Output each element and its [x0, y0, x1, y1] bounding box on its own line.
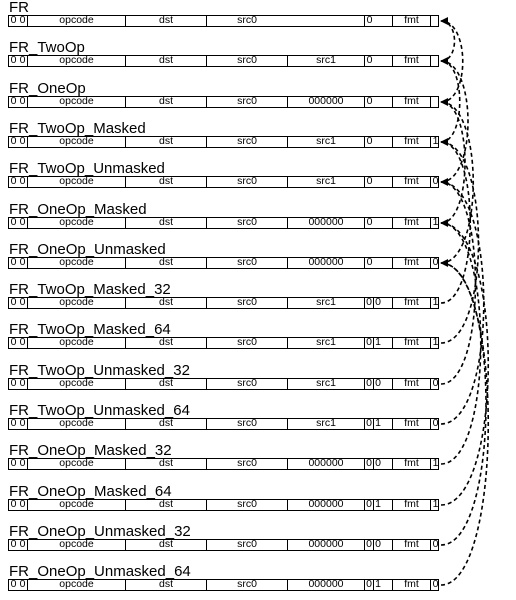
bit-field: 0: [10, 218, 17, 228]
bit-field: 0: [19, 56, 26, 66]
size-bit-field: 0: [364, 540, 373, 550]
encoding-title: FR_TwoOp_Masked_64: [9, 321, 171, 338]
fmt-field: fmt: [392, 500, 430, 510]
bit-field: 0: [19, 137, 26, 147]
encoding-title: FR_TwoOp_Unmasked_64: [9, 402, 190, 419]
size-bit-field: 0: [373, 298, 382, 308]
dst-field: dst: [125, 177, 206, 187]
src0-field: src0: [206, 379, 287, 389]
bit-field: 0: [19, 379, 26, 389]
zero-field: 0: [364, 177, 374, 187]
dst-field: dst: [125, 16, 206, 26]
bit-field: 0: [19, 218, 26, 228]
src1-field: 000000: [287, 580, 364, 590]
opcode-field: opcode: [27, 137, 125, 147]
opcode-field: opcode: [27, 177, 125, 187]
src1-field: src1: [287, 137, 364, 147]
encoding-title: FR_TwoOp_Unmasked: [9, 160, 165, 177]
src1-field: 000000: [287, 218, 364, 228]
mask-bit-field: 1: [430, 459, 440, 469]
dst-field: dst: [125, 379, 206, 389]
bit-field: 0: [19, 419, 26, 429]
zero-field: 0: [364, 218, 374, 228]
mask-bit-field: 0: [430, 419, 440, 429]
fmt-field: fmt: [392, 298, 430, 308]
bit-field: 0: [10, 97, 17, 107]
src0-field: src0: [206, 218, 287, 228]
src1-field: src1: [287, 379, 364, 389]
opcode-field: opcode: [27, 56, 125, 66]
encoding-title: FR_OneOp_Unmasked_64: [9, 563, 191, 580]
inheritance-arrow: [441, 61, 468, 182]
mask-bit-field: 0: [430, 177, 440, 187]
bit-field: 0: [10, 137, 17, 147]
src0-field: src0: [206, 177, 287, 187]
fmt-field: fmt: [392, 97, 430, 107]
size-bit-field: 0: [364, 419, 373, 429]
fmt-field: fmt: [392, 338, 430, 348]
size-bit-field: 0: [373, 379, 382, 389]
bit-field: 0: [19, 580, 26, 590]
dst-field: dst: [125, 459, 206, 469]
fmt-field: fmt: [392, 540, 430, 550]
inheritance-arrow: [441, 182, 484, 424]
opcode-field: opcode: [27, 338, 125, 348]
bit-field: 0: [10, 500, 17, 510]
bit-field: 0: [19, 338, 26, 348]
size-bit-field: 1: [373, 500, 382, 510]
src0-field: src0: [206, 258, 287, 268]
mask-bit-field: 0: [430, 379, 440, 389]
src1-field: 000000: [287, 540, 364, 550]
dst-field: dst: [125, 97, 206, 107]
bit-field: 0: [10, 459, 17, 469]
inheritance-arrow: [441, 223, 481, 464]
dst-field: dst: [125, 540, 206, 550]
zero-field: 0: [364, 137, 374, 147]
src1-field: src1: [287, 419, 364, 429]
dst-field: dst: [125, 419, 206, 429]
src0-field: src0: [206, 419, 287, 429]
fmt-field: fmt: [392, 379, 430, 389]
opcode-field: opcode: [27, 459, 125, 469]
opcode-field: opcode: [27, 298, 125, 308]
src1-field: src1: [287, 338, 364, 348]
bit-field: 0: [19, 258, 26, 268]
src0-field: src0: [206, 56, 287, 66]
bit-field: 0: [10, 338, 17, 348]
src0-field: src0: [206, 459, 287, 469]
src0-field: src0: [206, 500, 287, 510]
opcode-field: opcode: [27, 500, 125, 510]
dst-field: dst: [125, 338, 206, 348]
fmt-field: fmt: [392, 177, 430, 187]
encoding-title: FR_TwoOp_Masked: [9, 120, 146, 137]
size-bit-field: 0: [364, 500, 373, 510]
opcode-field: opcode: [27, 419, 125, 429]
fmt-field: fmt: [392, 419, 430, 429]
zero-field: 0: [364, 16, 374, 26]
bit-field: 0: [10, 580, 17, 590]
src1-field: 000000: [287, 97, 364, 107]
fmt-field: fmt: [392, 16, 430, 26]
size-bit-field: 0: [373, 459, 382, 469]
src1-field: 000000: [287, 459, 364, 469]
src0-field: src0: [206, 298, 287, 308]
src0-field: src0: [206, 338, 287, 348]
mask-bit-field: 1: [430, 338, 440, 348]
bit-field: 0: [10, 56, 17, 66]
opcode-field: opcode: [27, 16, 125, 26]
opcode-field: opcode: [27, 97, 125, 107]
mask-bit-field: 1: [430, 298, 440, 308]
opcode-field: opcode: [27, 580, 125, 590]
mask-bit-field: 1: [430, 218, 440, 228]
encoding-title: FR_OneOp_Unmasked: [9, 241, 166, 258]
encoding-title: FR_OneOp: [9, 80, 86, 97]
encoding-title: FR_OneOp_Masked: [9, 201, 147, 218]
fmt-field: fmt: [392, 218, 430, 228]
size-bit-field: 0: [364, 580, 373, 590]
inheritance-arrow: [441, 263, 488, 585]
opcode-field: opcode: [27, 218, 125, 228]
dst-field: dst: [125, 56, 206, 66]
mask-bit-field: 1: [430, 137, 440, 147]
opcode-field: opcode: [27, 540, 125, 550]
size-bit-field: 0: [364, 338, 373, 348]
opcode-field: opcode: [27, 258, 125, 268]
size-bit-field: 0: [364, 379, 373, 389]
src1-field: src1: [287, 177, 364, 187]
src0-field: src0: [206, 580, 287, 590]
dst-field: dst: [125, 218, 206, 228]
bit-field: 0: [10, 540, 17, 550]
encoding-title: FR_OneOp_Masked_32: [9, 442, 172, 459]
size-bit-field: 1: [373, 338, 382, 348]
bit-field: 0: [10, 298, 17, 308]
fmt-field: fmt: [392, 137, 430, 147]
size-bit-field: 1: [373, 580, 382, 590]
zero-field: 0: [364, 97, 374, 107]
bit-field: 0: [19, 298, 26, 308]
src0-field: src0: [206, 97, 287, 107]
bit-field: 0: [19, 16, 26, 26]
encoding-title: FR_TwoOp_Masked_32: [9, 281, 171, 298]
encoding-title: FR_TwoOp: [9, 39, 85, 56]
bit-field: 0: [19, 540, 26, 550]
size-bit-field: 1: [373, 419, 382, 429]
bit-field: 0: [19, 500, 26, 510]
bit-field: 0: [10, 258, 17, 268]
dst-field: dst: [125, 580, 206, 590]
bit-field: 0: [19, 459, 26, 469]
dst-field: dst: [125, 500, 206, 510]
src1-field: 000000: [287, 258, 364, 268]
encoding-title: FR_OneOp_Masked_64: [9, 483, 172, 500]
src0-field: src0: [206, 540, 287, 550]
src1-field: src1: [287, 298, 364, 308]
mask-bit-field: 1: [430, 500, 440, 510]
dst-field: dst: [125, 258, 206, 268]
encoding-title: FR: [9, 0, 29, 16]
bit-field: 0: [10, 177, 17, 187]
opcode-field: opcode: [27, 379, 125, 389]
encoding-title: FR_TwoOp_Unmasked_32: [9, 362, 190, 379]
zero-field: 0: [364, 258, 374, 268]
dst-field: dst: [125, 137, 206, 147]
src1-field: 000000: [287, 500, 364, 510]
inheritance-arrow: [441, 263, 486, 545]
size-bit-field: 0: [364, 298, 373, 308]
bit-field: 0: [10, 419, 17, 429]
bit-field: 0: [10, 16, 17, 26]
bit-field: 0: [10, 379, 17, 389]
src0-field: src0: [206, 137, 287, 147]
size-bit-field: 0: [373, 540, 382, 550]
bit-field: 0: [19, 97, 26, 107]
src1-field: src1: [287, 56, 364, 66]
mask-bit-field: 0: [430, 540, 440, 550]
fmt-field: fmt: [392, 258, 430, 268]
mask-bit-field: 0: [430, 580, 440, 590]
size-bit-field: 0: [364, 459, 373, 469]
bit-field: 0: [19, 177, 26, 187]
fmt-field: fmt: [392, 459, 430, 469]
fmt-field: fmt: [392, 56, 430, 66]
zero-field: 0: [364, 56, 374, 66]
src0-field: src0: [206, 16, 287, 26]
mask-bit-field: 0: [430, 258, 440, 268]
fmt-field: fmt: [392, 580, 430, 590]
dst-field: dst: [125, 298, 206, 308]
encoding-title: FR_OneOp_Unmasked_32: [9, 523, 191, 540]
